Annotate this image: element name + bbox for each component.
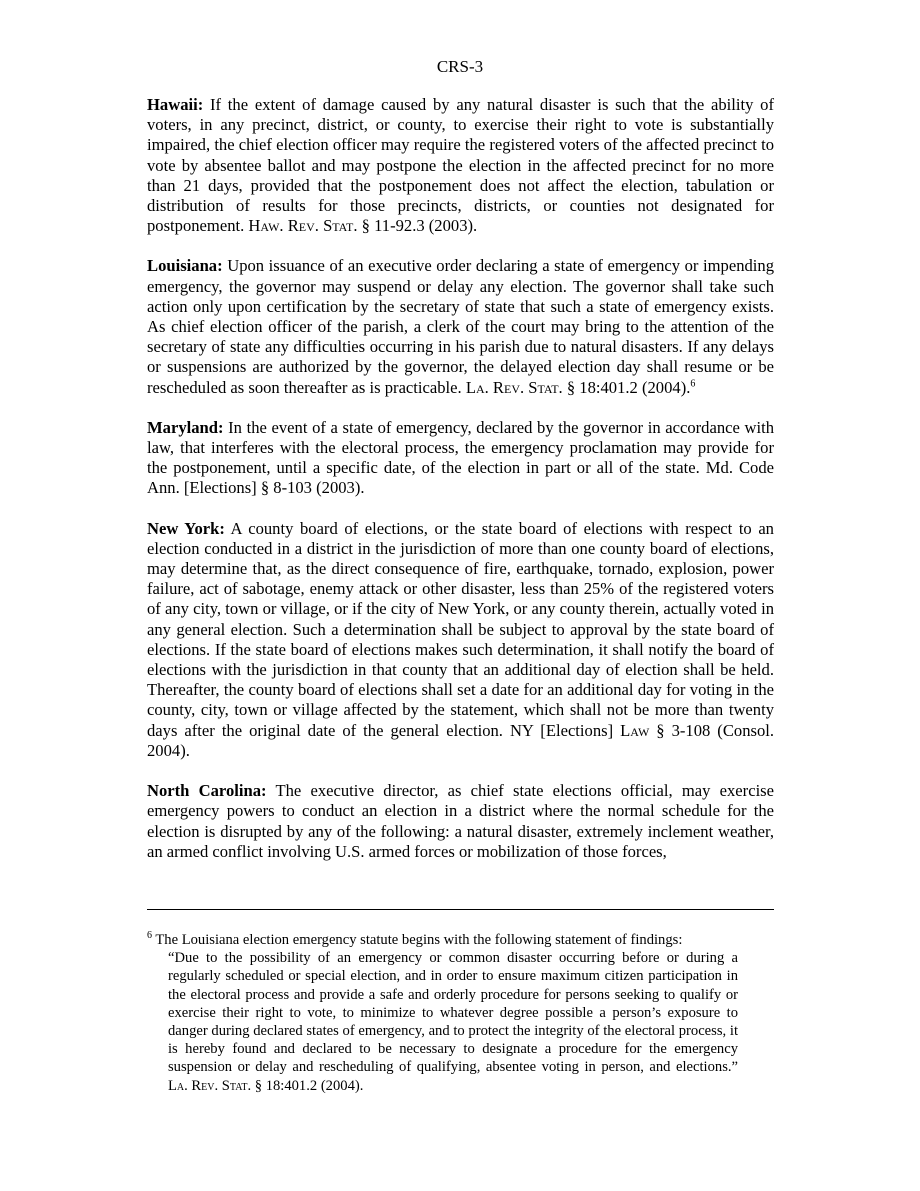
citation-tail: § 3-108 (Consol. 2004).: [147, 720, 775, 760]
body-text: [147, 95, 774, 882]
paragraph-text: In the event of a state of emergency, declared by the governor in accordance with law, that interferes with the electoral process, the emergency proclamation may provide for the postponement, until a specific date, of the election in part or all of the state. Md. Code Ann. [Elections] § 8-103 (2003).: [147, 417, 774, 498]
state-heading-maryland: Maryland:: [147, 417, 224, 437]
paragraph-text: A county board of elections, or the state board of elections with respect to an election conducted in a district in the jurisdiction of more than one county board of elections, may determine that, as the direct consequence of fire, earthquake, tornado, explosion, power failure, act of sabotage, enemy attack or other disaster, less than 25% of the registered voters of any city, town or village, or if the city of New York, or any county therein, actually voted in any general election. Such a determination shall be subject to approval by the state board of elections. If the state board of elections makes such determination, it shall notify the board of elections with the jurisdiction in that county that an additional day of election shall be held. Thereafter, the county board of elections shall set a date for an additional day for voting in the county, city, town or village affected by the statement, which shall not be more than twenty days after the original date of the general election. NY [Elections]: [147, 518, 774, 740]
footnote-reference[interactable]: 6: [690, 378, 696, 390]
state-heading-north-carolina: North Carolina:: [147, 781, 267, 801]
citation-tail: § 18:401.2 (2004).: [251, 1077, 364, 1094]
citation: Haw. Rev. Stat.: [248, 216, 358, 236]
citation: La. Rev. Stat.: [465, 377, 563, 397]
paragraph-text: If the extent of damage caused by any natural disaster is such that the ability of voters, in any precinct, district, or county, to exercise their right to vote is substantially impaired, the chief election officer may require the registered voters of the affected precinct to vote by absentee ballot and may postpone the election in the affected precinct for no more than 21 days, provided that the postponement does not affect the election, tabulation or distribution of results for those precincts, districts, or counties not designated for postponement.: [147, 95, 774, 236]
paragraph-text: Upon issuance of an executive order declaring a state of emergency or impending emergency, the governor may suspend or delay any election. The governor shall take such action only upon certification by the secretary of state that such a state of emergency exists. As chief election officer of the parish, a clerk of the court may bring to the attention of the secretary of state any difficulties occurring in his parish due to natural disasters. If any delays or suspensions are authorized by the governor, the delayed election day shall resume or be rescheduled as soon thereafter as is practicable.: [147, 256, 774, 397]
state-heading-hawaii: Hawaii:: [147, 95, 204, 114]
footnote-6: [147, 931, 774, 1095]
footnote-separator: [147, 909, 774, 910]
paragraph-north-carolina: [147, 781, 774, 862]
footnote-lead-text: The Louisiana election emergency statute begins with the following statement of findings:: [152, 932, 683, 948]
state-heading-louisiana: Louisiana:: [147, 256, 223, 276]
citation: Law: [620, 720, 650, 740]
paragraph-louisiana: [147, 256, 774, 397]
footnote-number: 6: [147, 930, 152, 942]
citation-tail: § 11-92.3 (2003).: [357, 216, 478, 236]
footnote-quote: [147, 949, 774, 1095]
citation-tail: § 18:401.2 (2004).: [562, 377, 691, 397]
state-heading-new-york: New York:: [147, 518, 225, 538]
paragraph-hawaii: [147, 95, 774, 236]
footnote-lead: [147, 931, 774, 949]
paragraph-new-york: [147, 519, 774, 761]
citation: La. Rev. Stat.: [168, 1077, 252, 1094]
footnote-quote-text: “Due to the possibility of an emergency or common disaster occurring before or during a regularly scheduled or special election, and in order to ensure maximum citizen participation in the electoral process and provide a safe and orderly procedure for persons seeking to qualify or exercise their right to vote, to minimize to whatever degree possible a person’s exposure to danger during declared states of emergency, and to protect the integrity of the electoral process, it is hereby found and declared to be necessary to designate a procedure for the emergency suspension or delay and rescheduling of qualifying, absentee voting in person, and elections.”: [168, 950, 738, 1076]
paragraph-maryland: [147, 418, 774, 499]
paragraph-text: The executive director, as chief state elections official, may exercise emergency powers to conduct an election in a district where the normal schedule for the election is disrupted by any of the following: a natural disaster, extremely inclement weather, an armed conflict involving U.S. armed forces or mobilization of those forces,: [147, 781, 774, 861]
page-number: CRS-3: [436, 57, 484, 76]
